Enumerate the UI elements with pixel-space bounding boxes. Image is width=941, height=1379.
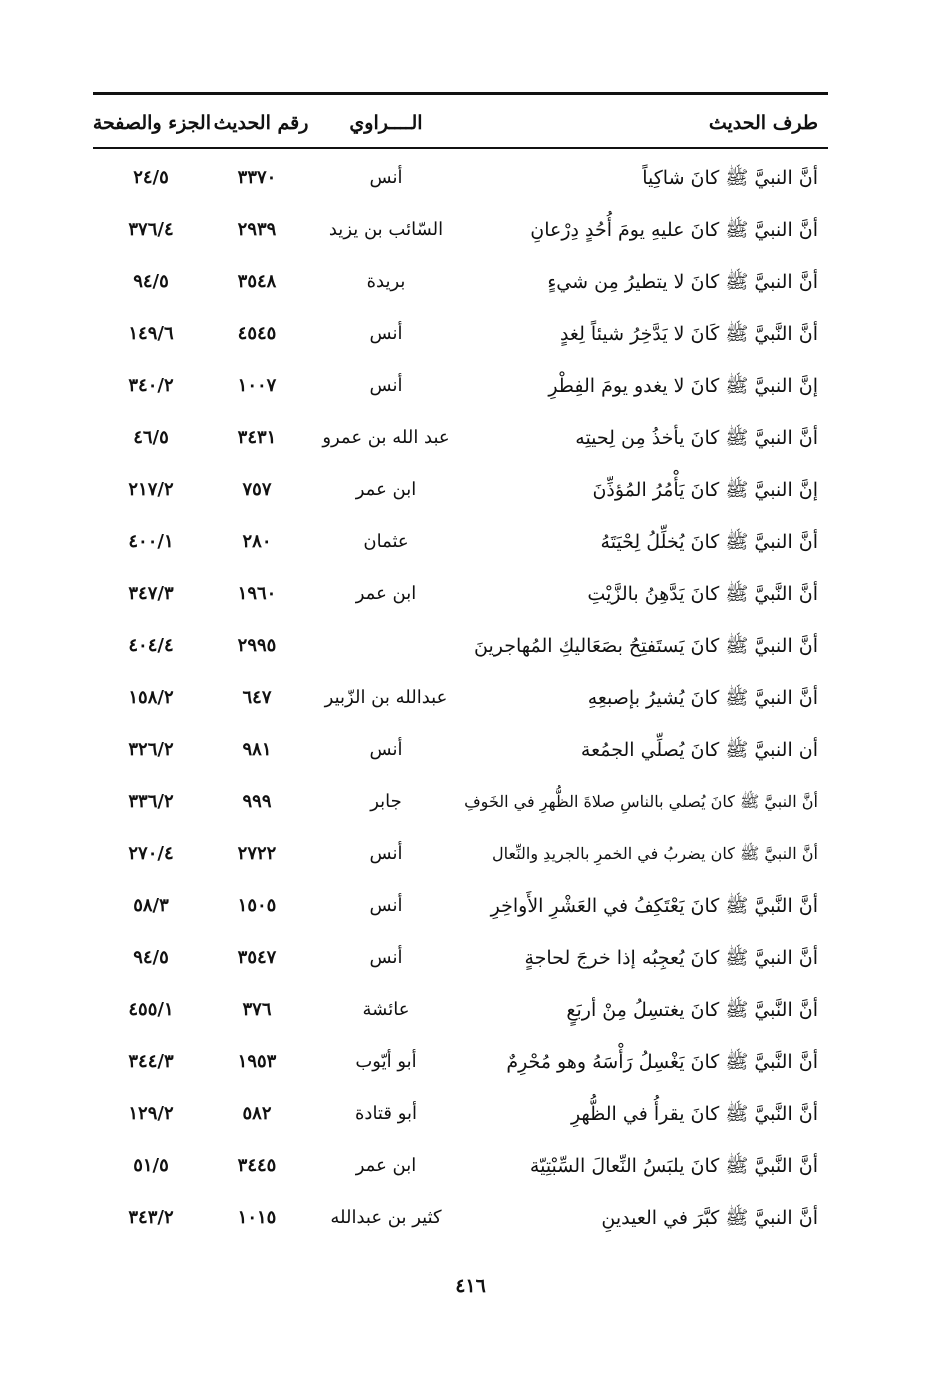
volume-page: ٣٢٦/٢ [128,739,174,760]
hadith-rawi: أنس [369,167,403,188]
hadith-rawi: ابن عمر [355,583,417,604]
volume-page: ٩٤/٥ [133,947,169,968]
header-rawi: الــــراوي [349,112,423,134]
volume-page: ٢١٧/٢ [128,479,174,500]
hadith-tarf: أنَّ النبيَّ ﷺ كانَ يُعجِبُه إذا خرجَ لحاجةٍ [524,947,818,969]
hadith-tarf: إنَّ النبيَّ ﷺ كانَ يَأْمُرُ المُؤذِّنَ [592,479,818,501]
volume-page: ٤٠٤/٤ [128,635,174,656]
table-row [93,363,828,415]
hadith-number: ٣٧٦ [242,999,272,1020]
hadith-number: ٢٨٠ [242,531,272,552]
header-juz: الجزء والصفحة [92,112,211,134]
volume-page: ٣٤٠/٢ [128,375,174,396]
hadith-number: ٩٩٩ [242,791,272,812]
hadith-tarf: أنَّ النبيَّ ﷺ كانَ يأخذُ مِن لِحيتِه [575,427,818,449]
hadith-number: ٣٤٤٥ [237,1155,277,1176]
hadith-tarf: أنَّ النبيَّ ﷺ كانَ يُشيرُ بإصبعِهِ [587,687,818,709]
hadith-tarf: أنَّ النَّبيَّ ﷺ كانَ يَدَّهِنُ بالزَّيْتِ [587,583,818,605]
hadith-tarf: أنَّ النبيَّ ﷺ كبَّرَ في العيدينِ [601,1207,818,1229]
hadith-tarf: أنَّ النبيَّ ﷺ كانَ شاكِياً [642,167,818,189]
hadith-number: ٣٥٤٧ [237,947,277,968]
table-row [93,831,828,883]
hadith-tarf: أنَّ النبيَّ ﷺ كانَ عليهِ يومَ أُحُدٍ دِرْعانِ [530,219,818,241]
table-row [93,987,828,1039]
hadith-tarf: أنَّ النبيَّ ﷺ كانَ يُصلي بالناسِ صلاةَ الظُّهرِ في الخَوفِ [464,792,818,811]
volume-page: ١٢٩/٢ [128,1103,174,1124]
header-rule [93,147,828,149]
hadith-tarf: أنَّ النبيَّ ﷺ كان يضربُ في الخمرِ بالجريدِ والنِّعال [492,844,818,863]
hadith-tarf: أنَّ النَّبيَّ ﷺ كانَ يَغْسِلُ رَأْسَهُ وهو مُحْرِمٌ [506,1051,818,1073]
hadith-rawi: عبدالله بن الزّبير [324,687,448,708]
table-row [93,623,828,675]
hadith-number: ٦٤٧ [242,687,272,708]
table-header [93,104,828,142]
volume-page: ٣٤٧/٣ [128,583,174,604]
hadith-rawi: كثير بن عبدالله [330,1207,442,1228]
hadith-rawi: عبد الله بن عمرو [322,427,450,448]
hadith-number: ٢٩٩٥ [237,635,277,656]
volume-page: ٥٨/٣ [133,895,169,916]
hadith-tarf: إنَّ النبيَّ ﷺ كانَ لا يغدو يومَ الفِطْرِ [548,375,818,397]
volume-page: ٥١/٥ [133,1155,169,1176]
table-row [93,519,828,571]
table-row [93,155,828,207]
table-row [93,1039,828,1091]
header-raqm: رقم الحديث [213,112,309,134]
table-row [93,675,828,727]
hadith-rawi: أنس [369,739,403,760]
table-row [93,259,828,311]
hadith-number: ٢٧٢٢ [237,843,277,864]
hadith-tarf: أنَّ النَّبيَّ ﷺ كانَ يغتسِلُ مِنْ أربَعٍ [566,999,818,1021]
hadith-rawi: أنس [369,375,403,396]
hadith-number: ٢٩٣٩ [237,219,277,240]
top-rule [93,92,828,95]
volume-page: ٣٧٦/٤ [128,219,174,240]
volume-page: ٤٦/٥ [133,427,169,448]
hadith-number: ٣٥٤٨ [237,271,277,292]
hadith-rawi: أنس [369,947,403,968]
hadith-number: ٥٨٢ [242,1103,272,1124]
hadith-tarf: أن النبيَّ ﷺ كانَ يُصلِّي الجمُعة [580,739,818,761]
hadith-number: ٧٥٧ [242,479,272,500]
hadith-tarf: أنَّ النبيَّ ﷺ كانَ لا يتطيرُ مِن شيءٍ [547,271,818,293]
volume-page: ٣٤٣/٢ [128,1207,174,1228]
hadith-tarf: أنَّ النَّبيَّ ﷺ كانَ يلبَسُ النِّعالَ السِّبْتِيّة [529,1155,818,1177]
page-number: ٤١٦ [455,1275,486,1297]
volume-page: ٩٤/٥ [133,271,169,292]
table-row [93,311,828,363]
hadith-rawi: ابن عمر [355,1155,417,1176]
hadith-number: ٣٤٣١ [237,427,277,448]
hadith-number: ١٥٠٥ [237,895,277,916]
hadith-rawi: بريدة [366,271,406,292]
table-row [93,727,828,779]
table-row [93,1091,828,1143]
volume-page: ٤٠٠/١ [128,531,174,552]
hadith-tarf: أنَّ النَّبيَّ ﷺ كانَ يَعْتَكِفُ في العَشْرِ الأَواخِرِ [490,895,818,917]
hadith-rawi: جابر [370,791,402,812]
volume-page: ١٥٨/٢ [128,687,174,708]
hadith-rawi: أنس [369,323,403,344]
hadith-tarf: أنَّ النَّبيَّ ﷺ كَانَ لا يَدَّخِرُ شيئاً لِغدٍ [559,323,818,345]
volume-page: ٣٤٤/٣ [128,1051,174,1072]
hadith-tarf: أنَّ النَّبيَّ ﷺ كانَ يقرأُ في الظُّهرِ [570,1103,818,1125]
hadith-rawi: السّائب بن يزيد [328,219,444,240]
hadith-rawi [301,623,471,669]
volume-page: ٤٥٥/١ [128,999,174,1020]
hadith-rawi: أنس [369,895,403,916]
hadith-tarf: أنَّ النبيَّ ﷺ كانَ يُخلِّلُ لِحْيَتَهُ [600,531,818,553]
hadith-number: ٤٥٤٥ [237,323,277,344]
table-row [93,883,828,935]
hadith-tarf: أنَّ النبيَّ ﷺ كانَ يَستَفتِحُ بصَعَاليكِ المُهاجرينَ [474,635,818,657]
volume-page: ٢٧٠/٤ [128,843,174,864]
hadith-number: ١٠٠٧ [237,375,277,396]
volume-page: ٣٣٦/٢ [128,791,174,812]
hadith-number: ٩٨١ [242,739,272,760]
hadith-rawi: أنس [369,843,403,864]
table-row [93,935,828,987]
table-row [93,1143,828,1195]
hadith-number: ٣٣٧٠ [237,167,277,188]
hadith-rawi: أبو قتادة [355,1103,417,1124]
volume-page: ٢٤/٥ [133,167,169,188]
table-row [93,415,828,467]
hadith-number: ١٩٥٣ [237,1051,277,1072]
table-row [93,1195,828,1247]
hadith-rawi: أبو أيّوب [355,1051,417,1072]
volume-page: ١٤٩/٦ [128,323,174,344]
table-row [93,571,828,623]
hadith-number: ١٩٦٠ [237,583,277,604]
table-row [93,207,828,259]
hadith-rawi: ابن عمر [355,479,417,500]
hadith-rawi: عائشة [362,999,410,1020]
table-row [93,467,828,519]
hadith-rawi: عثمان [363,531,409,552]
hadith-number: ١٠١٥ [237,1207,277,1228]
table-row [93,779,828,831]
header-tarf: طرف الحديث [708,112,818,134]
